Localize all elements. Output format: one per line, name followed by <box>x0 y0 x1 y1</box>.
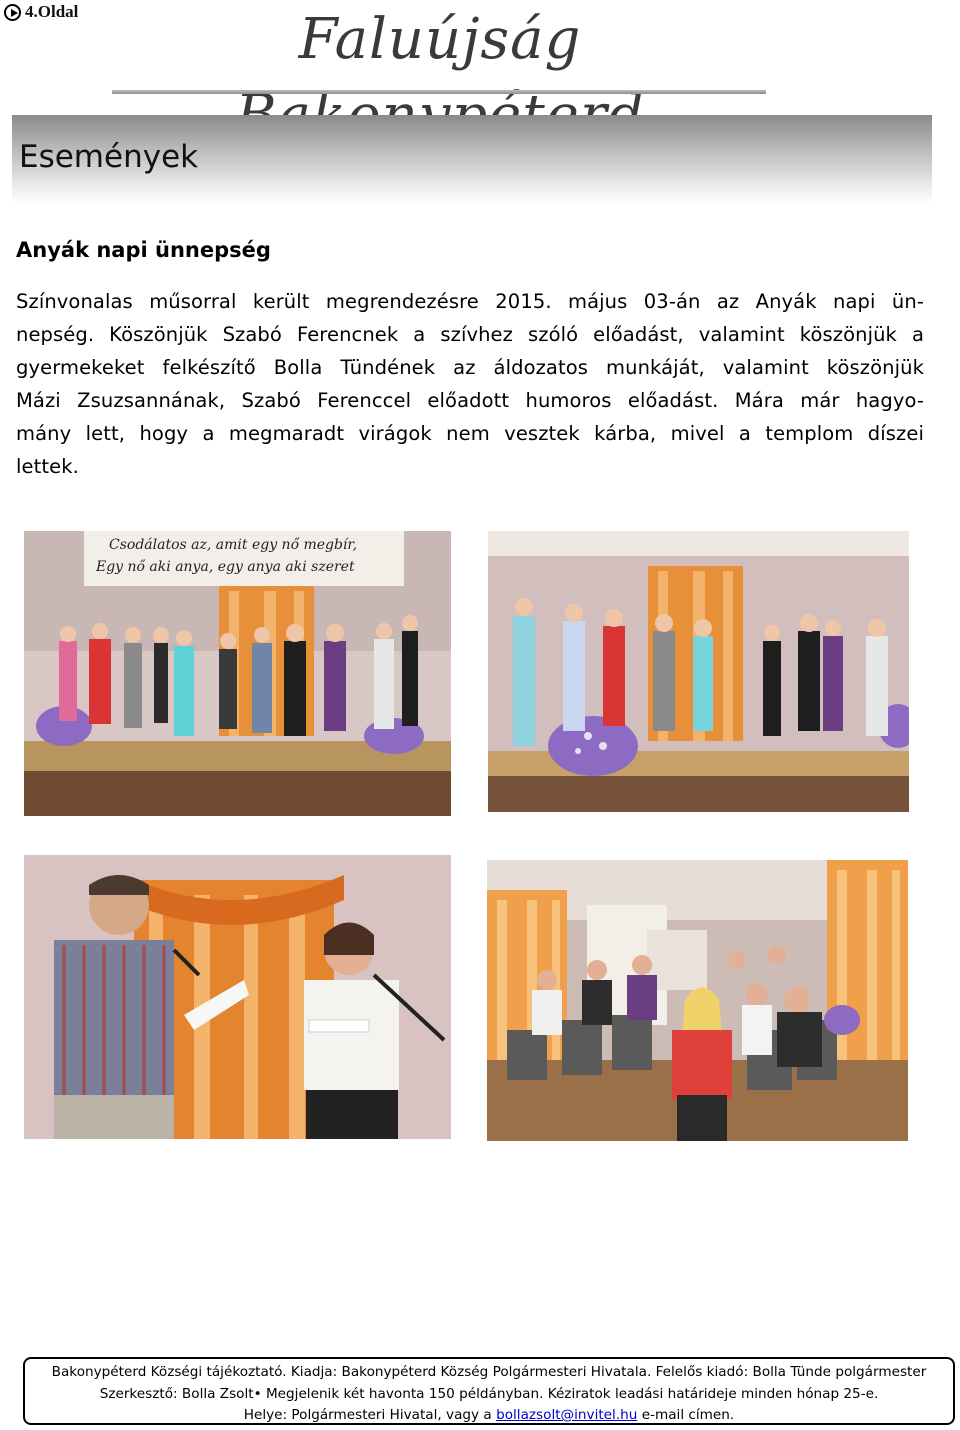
article-line: nepség. Köszönjük Szabó Ferencnek a szívhez szóló előadást, valamint köszönjük a <box>16 323 924 346</box>
email-link[interactable]: bollazsolt@invitel.hu <box>496 1407 638 1423</box>
photo-audience <box>487 860 908 1141</box>
page-number: 4.Oldal <box>25 2 79 21</box>
masthead-title: Faluújság <box>298 7 582 72</box>
section-title: Események <box>19 139 199 175</box>
banner-text-line1: Csodálatos az, amit egy nő megbír, <box>109 537 358 553</box>
footer-line-publisher: Bakonypéterd Községi tájékoztató. Kiadja: Bakonypéterd Község Polgármesteri Hivatala. Felelős kiadó: Bolla Tünde polgármester <box>51 1364 927 1380</box>
article-line: gyermekeket felkészítő Bolla Tündének az áldozatos munkáját, valamint köszönjük <box>16 356 924 379</box>
footer-line-editor: Szerkesztő: Bolla Zsolt• Megjelenik két havonta 150 példányban. Kéziratok leadási határideje minden hónap 25-e. <box>99 1385 879 1402</box>
footer-imprint <box>23 1357 955 1425</box>
banner-text-line2: Egy nő aki anya, egy anya aki szeret <box>96 559 355 575</box>
article-line: Színvonalas műsorral került megrendezésre 2015. május 03-án az Anyák napi ün- <box>16 290 924 313</box>
article-line: lettek. <box>16 455 79 478</box>
article-line: mány lett, hogy a megmaradt virágok nem vesztek kárba, mivel a templom díszei <box>16 422 924 445</box>
photo-children-stage <box>488 531 909 812</box>
photo-children-stage-banner <box>24 531 451 816</box>
article-body <box>16 285 924 483</box>
article-line: Mázi Zsuzsannának, Szabó Ferenccel előadott humoros előadást. Mára már hagyo- <box>16 389 924 412</box>
page-indicator <box>4 2 78 22</box>
photo-performers-reading <box>24 855 451 1139</box>
play-circle-icon[interactable] <box>4 4 21 21</box>
footer-contact-suffix: e-mail címen. <box>637 1407 735 1423</box>
section-header-bar <box>12 115 932 205</box>
footer-line-contact <box>25 1405 953 1427</box>
footer-contact-prefix: Helye: Polgármesteri Hivatal, vagy a <box>243 1407 497 1423</box>
article-title: Anyák napi ünnepség <box>16 238 271 262</box>
masthead-divider <box>112 90 766 94</box>
